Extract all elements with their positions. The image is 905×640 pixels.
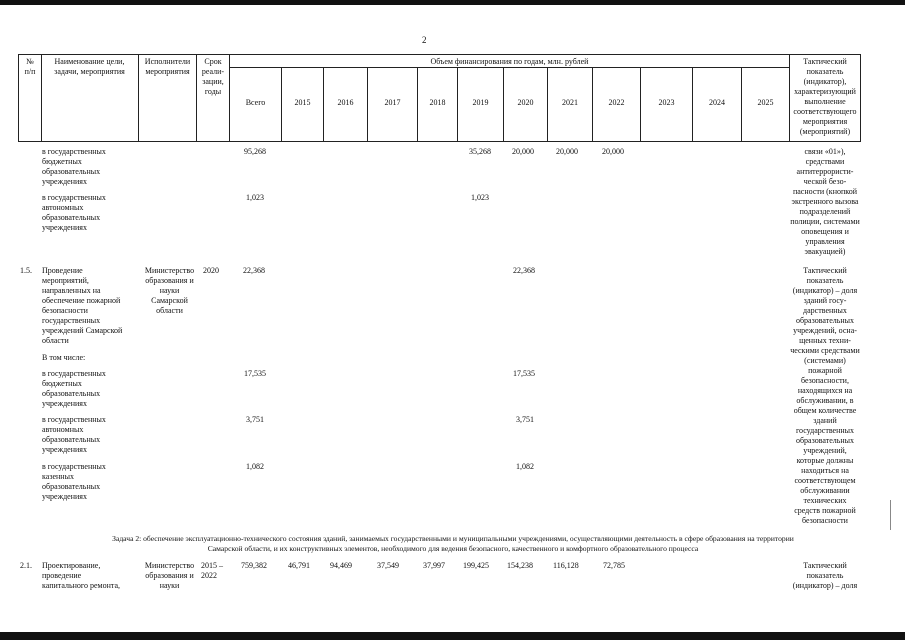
- bottom-scan-border: [0, 632, 905, 640]
- header-total: Всего: [245, 98, 266, 107]
- row-2022: 20,000: [602, 147, 624, 156]
- header-year: 2025: [757, 98, 774, 107]
- header-term: Срок реали- зации, годы: [201, 57, 225, 96]
- row-2019: 35,268: [469, 147, 491, 156]
- funding-subheader-rule: [229, 67, 789, 68]
- row-2021: 20,000: [556, 147, 578, 156]
- including-label: В том числе:: [42, 353, 86, 362]
- col-divider: [18, 54, 19, 142]
- row-name: в государственных бюджетных образовательных учреждениях: [42, 147, 106, 186]
- row-num: 1.5.: [20, 266, 32, 275]
- header-year: 2018: [429, 98, 446, 107]
- row-name: Проведение мероприятий, направленных на обеспечение пожарной безопасности государственных учреждений Самарской области: [42, 266, 123, 345]
- table-top-rule: [18, 54, 861, 55]
- row-total: 22,368: [243, 266, 265, 275]
- header-year: 2017: [384, 98, 401, 107]
- row-total: 1,023: [246, 193, 264, 202]
- task-2-line-1: Задача 2: обеспечение эксплуатационно-технического состояния зданий, занимаемых государственными и муниципальными учреждениями, осуществляющими деятельность в сфере образования на территории: [112, 534, 794, 543]
- row-name: в государственных казенных образовательных учреждениях: [42, 462, 106, 501]
- row-2020: 22,368: [513, 266, 535, 275]
- row-total: 3,751: [246, 415, 264, 424]
- header-bottom-rule: [18, 141, 861, 142]
- row-2015: 46,791: [288, 561, 310, 570]
- header-year: 2019: [472, 98, 489, 107]
- row-total: 95,268: [244, 147, 266, 156]
- row-2017: 37,549: [377, 561, 399, 570]
- row-executor: Министерство образования и науки Самарской области: [144, 266, 195, 315]
- row-2020: 20,000: [512, 147, 534, 156]
- header-executors: Исполнители мероприятия: [144, 57, 191, 76]
- row-total: 759,382: [241, 561, 267, 570]
- row-2019: 199,425: [463, 561, 489, 570]
- page-number: 2: [422, 35, 427, 45]
- indicator-continuation: связи «01»), средствами антитеррористи- ческой безо- пасности (кнопкой экстренного вызова подразделений полиции, системами оповещения и управления эвакуацией): [790, 147, 860, 256]
- header-year: 2015: [294, 98, 311, 107]
- header-name: Наименование цели, задачи, мероприятия: [54, 57, 125, 76]
- header-year: 2021: [562, 98, 578, 107]
- row-term: 2015 – 2022: [201, 561, 223, 580]
- top-scan-border: [0, 0, 905, 5]
- row-2020: 17,535: [513, 369, 535, 378]
- row-2020: 3,751: [516, 415, 534, 424]
- header-year: 2022: [608, 98, 625, 107]
- row-num: 2.1.: [20, 561, 32, 570]
- row-indicator: Тактический показатель (индикатор) – доля: [792, 561, 858, 590]
- row-2020: 1,082: [516, 462, 534, 471]
- header-year: 2016: [337, 98, 354, 107]
- task-2-line-2: Самарской области, и их конструктивных элементов, необходимого для ведения безопасного, качественного и комфортного образовательного процесса: [207, 544, 699, 553]
- row-total: 1,082: [246, 462, 264, 471]
- row-2018: 37,997: [423, 561, 445, 570]
- row-total: 17,535: [244, 369, 266, 378]
- row-2022: 72,785: [603, 561, 625, 570]
- header-year: 2023: [658, 98, 675, 107]
- row-name: в государственных автономных образовательных учреждениях: [42, 193, 106, 232]
- header-indicator: Тактический показатель (индикатор), характеризующий выполнение соответствующего мероприятия (мероприятий): [793, 57, 857, 136]
- row-name: в государственных автономных образовательных учреждениях: [42, 415, 106, 454]
- row-2020: 154,238: [507, 561, 533, 570]
- row-name: Проектирование, проведение капитального ремонта,: [42, 561, 121, 590]
- row-term: 2020: [203, 266, 219, 275]
- row-2019: 1,023: [471, 193, 489, 202]
- header-year: 2024: [709, 98, 725, 107]
- row-indicator: Тактический показатель (индикатор) – доля зданий госу- дарственных образовательных учреждений, осна- щенных техни- ческими средствами (системами) пожарной безопасности, находящихся на обслуживании, в общем количестве зданий государственных образовательных учреждений, которые должны находиться на соответствующем обслуживании технических средств пожарной безопасности: [790, 266, 860, 525]
- scan-edge-mark: [890, 500, 891, 530]
- header-num: № п/п: [24, 57, 36, 76]
- row-name: в государственных бюджетных образовательных учреждениях: [42, 369, 106, 408]
- header-funding-title: Объем финансирования по годам, млн. рублей: [430, 57, 589, 66]
- row-executor: Министерство образования и науки: [144, 561, 195, 590]
- row-2021: 116,128: [553, 561, 579, 570]
- col-divider: [860, 54, 861, 142]
- row-2016: 94,469: [330, 561, 352, 570]
- header-year: 2020: [517, 98, 534, 107]
